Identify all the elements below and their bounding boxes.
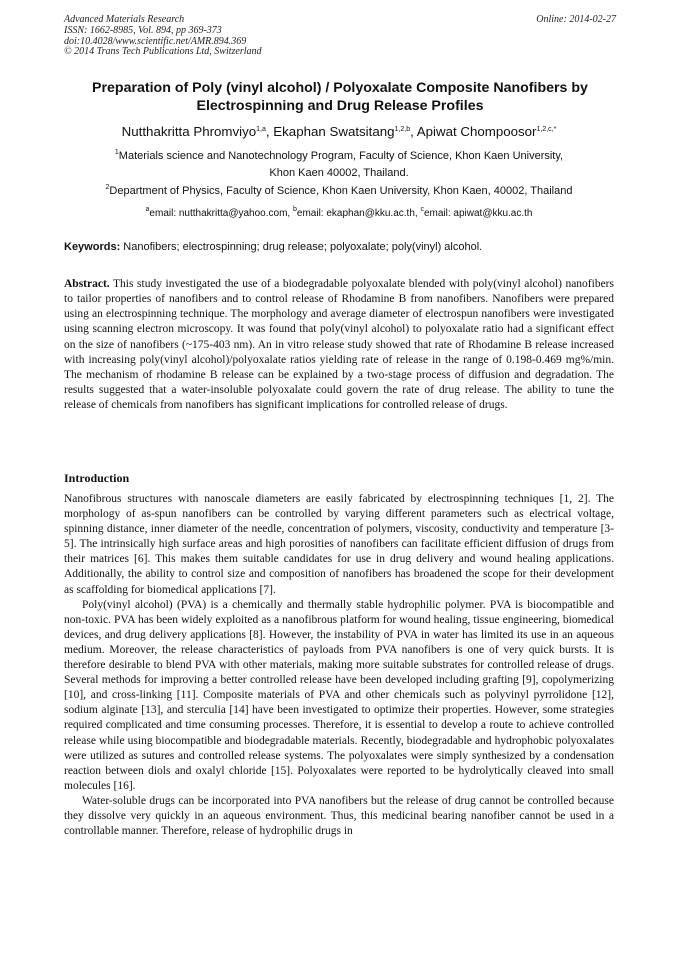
email-mark: b (292, 206, 297, 213)
introduction-body (64, 492, 614, 839)
paragraph: Nanofibrous structures with nanoscale diameters are easily fabricated by electrospinning techniques [1, 2]. The morphology of as-spun nanofibers can be controlled by varying different parameters such as electrical voltage, spinning distance, inner diameter of the needle, concentration of polymers, viscosity, conductivity and temperature [3-5]. The intrinsically high surface areas and high porosities of nanofibers can facilitate efficient diffusion of drugs from their matrices [6]. This makes them suitable candidates for use in drug delivery and wound healing applications. Additionally, the ability to control size and composition of nanofibers has broadened the scope for their development as scaffolding for biomedical applications [7]. (64, 493, 614, 596)
email-mark: c (420, 206, 424, 213)
affiliation-text: Khon Kaen 40002, Thailand. (269, 167, 409, 179)
author-name: Apiwat Chompoosor (416, 124, 537, 139)
author-list (40, 124, 638, 139)
abstract-label: Abstract. (64, 278, 110, 290)
journal-doi: doi:10.4028/www.scientific.net/AMR.894.369 (64, 35, 247, 47)
section-heading-introduction: Introduction (64, 471, 130, 485)
abstract-text: This study investigated the use of a biodegradable polyoxalate blended with poly(vinyl alcohol) nanofibers to tailor properties of nanofibers and to control release of Rhodamine B from nanofibers. Nanofibers were prepared using an electrospinning technique. The morphology and average diameter of electrospun nanofibers were investigated using scanning electron microscopy. It was found that poly(vinyl alcohol) to polyoxalate ratio had a significant effect on the size of nanofibers (~175-403 nm). An in vitro release study showed that rate of Rhodamine B release increased with increasing poly(vinyl alcohol)/polyoxalate ratios yielding rate of release in the range of 0.198-0.469 mg%/min. The mechanism of rhodamine B release can be explained by a two-stage process of diffusion and degradation. The results suggested that a water-insoluble polyoxalate could govern the rate of drug release. The ability to tune the release of chemicals from nanofibers has significant implications for controlled release of drugs. (64, 278, 614, 412)
author-name: Nutthakritta Phromviyo (121, 124, 257, 139)
affiliation-1-continued (40, 167, 638, 179)
author-separator: , (410, 124, 417, 139)
affiliation-text: Materials science and Nanotechnology Program, Faculty of Science, Khon Kaen University, (118, 150, 564, 162)
online-date: Online: 2014-02-27 (536, 14, 616, 25)
affiliation-text: Department of Physics, Faculty of Science, Khon Kaen University, Khon Kaen, 40002, Thailand (109, 185, 573, 197)
paragraph: Poly(vinyl alcohol) (PVA) is a chemically and thermally stable hydrophilic polymer. PVA is biocompatible and non-toxic. PVA has been widely exploited as a nanofibrous platform for wound healing, tissue engineering, biomedical devices, and drug delivery applications [8]. However, the instability of PVA in water has limited its use in an aqueous medium. Moreover, the release characteristics of payloads from PVA nanofibers is one of very quick bursts. It is therefore desirable to blend PVA with other materials, making more suitable substrates for controlled release of drugs. Several methods for improving a better controlled release have been developed including grafting [9], copolymerizing [10], and cross-linking [11]. Composite materials of PVA and other chemicals such as polyvinyl pyrrolidone [12], sodium alginate [13], and sterculia [14] have been investigated to optimize their properties. However, some strategies required complicated and time consuming processes. Therefore, it is essential to develop a route to achieve controlled release while using biocompatible and biodegradable materials. Recently, biodegradable and hydrophobic polyoxalates were utilized as sutures and controlled release systems. The polyoxalates were simply synthesized by a condensation reaction between diols and oxalyl chloride [15]. Polyoxalates were reported to be hydrolytically cleaved into small molecules [16]. (64, 598, 614, 792)
journal-copyright: © 2014 Trans Tech Publications Ltd, Switzerland (64, 46, 262, 58)
email-text: email: nutthakritta@yahoo.com, (149, 208, 293, 219)
affiliation-mark: 2 (105, 184, 110, 191)
author-affiliation-mark: 1,2,c,* (536, 126, 557, 133)
author-separator: , (265, 124, 274, 139)
email-text: email: apiwat@kku.ac.th (423, 208, 533, 219)
email-mark: a (145, 206, 150, 213)
keywords (64, 241, 624, 253)
affiliation-2 (40, 185, 638, 197)
author-affiliation-mark: 1,2,b (394, 126, 411, 133)
paragraph: Water-soluble drugs can be incorporated into PVA nanofibers but the release of drug cannot be controlled because they dissolve very quickly in an aqueous environment. Thus, this medicinal bearing nanofiber cannot be used in a controllable manner. Therefore, release of hydrophilic drugs in (64, 794, 614, 838)
abstract (64, 277, 614, 413)
affiliation-mark: 1 (114, 149, 119, 156)
paper-title: Preparation of Poly (vinyl alcohol) / Polyoxalate Composite Nanofibers by Electrospinning and Drug Release Profiles (92, 80, 588, 114)
author-affiliation-mark: 1,a (256, 126, 266, 133)
keywords-text: Nanofibers; electrospinning; drug release; polyoxalate; poly(vinyl) alcohol. (120, 241, 483, 253)
author-emails (40, 208, 638, 219)
author-name: Ekaphan Swatsitang (273, 124, 395, 139)
email-text: email: ekaphan@kku.ac.th, (296, 208, 421, 219)
journal-header (64, 15, 616, 58)
journal-issn: ISSN: 1662-8985, Vol. 894, pp 369-373 (64, 24, 222, 36)
keywords-label: Keywords: (64, 241, 121, 253)
affiliation-1 (40, 150, 638, 162)
journal-name: Advanced Materials Research (64, 14, 185, 25)
